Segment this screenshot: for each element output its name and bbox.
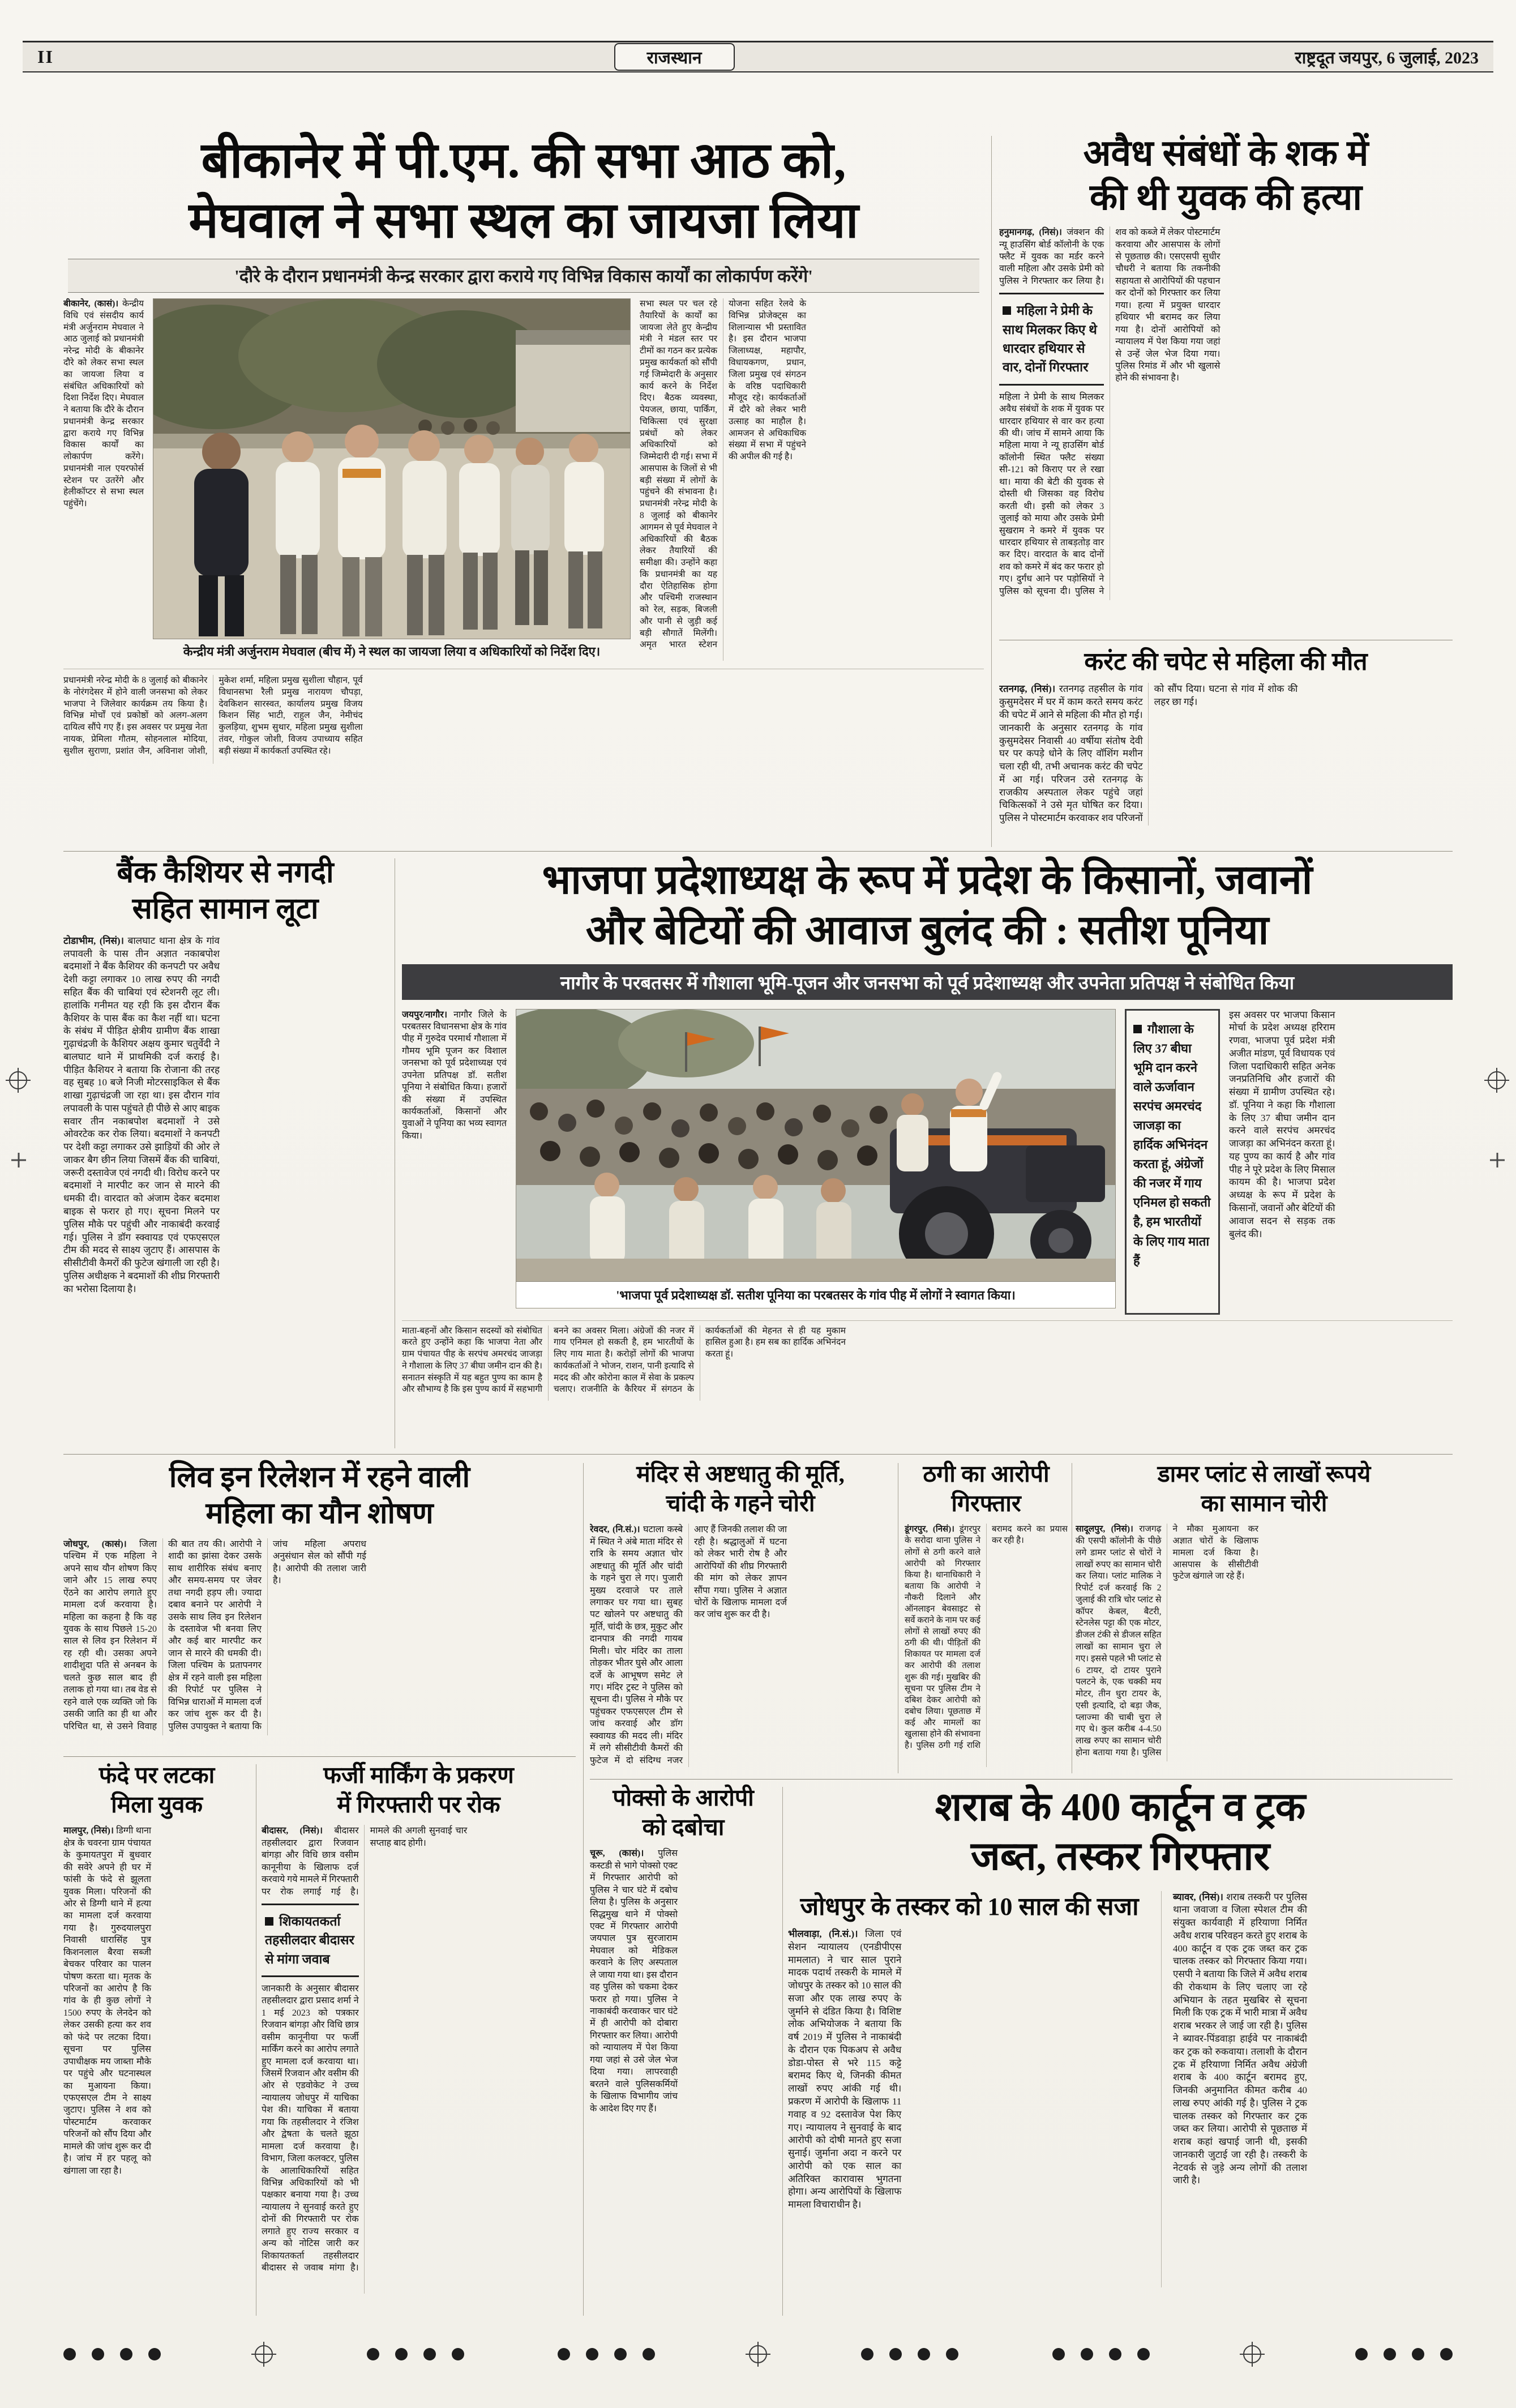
article-main-columns (640, 298, 984, 661)
footer-dot (558, 2348, 570, 2360)
article-thagi (905, 1460, 1068, 1775)
footer-dot (1081, 2348, 1093, 2360)
body-text: इस अवसर पर भाजपा किसान मोर्चा के प्रदेश अध्यक्ष हरिराम रणवा, भाजपा पूर्व प्रदेश मंत्री अजीत मांडण, पूर्व विधायक एवं जिला पदाधिकारी सहित अनेक जनप्रतिनिधि और हजारों की संख्या में ग्रामीण उपस्थित रहे। डॉ. पूनिया ने कहा कि गौशाला के लिए 37 बीघा जमीन दान करने वाले सरपंच अमरचंद जाजड़ा का अभिनंदन करता हूं। यह पुण्य का कार्य है और गांव पीह ने पूरे प्रदेश के लिए मिसाल कायम की है। भाजपा प्रदेश अध्यक्ष के रूप में प्रदेश के किसानों, जवानों और बेटियों की आवाज सदन से सड़क तक बुलंद की। (1229, 1009, 1335, 1239)
article-sharab-columns (1173, 1891, 1453, 2287)
article-headline: लिव इन रिलेशन में रहने वाली (169, 1461, 470, 1494)
crop-plus-icon (1490, 1153, 1505, 1167)
body-text: पुलिस कस्टडी से भागे पोक्सो एक्ट में गिरफ्तार आरोपी को पुलिस ने चार घंटे में दबोच लिया है। पुलिस के अनुसार सिद्धमुख थाने में पोक्सो एक्ट में गिरफ्तार आरोपी जयपाल पुत्र सुरजाराम मेघवाल को मेडिकल करवाने के लिए अस्पताल ले जाया गया था। इस दौरान वह पुलिस को चकमा देकर फरार हो गया। पुलिस ने नाकाबंदी करवाकर चार घंटे में ही आरोपी को दोबारा गिरफ्तार कर लिया। आरोपी को न्यायालय में पेश किया गया जहां से उसे जेल भेज दिया गया। लापरवाही बरतने वाले पुलिसकर्मियों के खिलाफ विभागीय जांच के आदेश दिए गए हैं। (590, 1849, 678, 2114)
divider (63, 851, 1453, 852)
body-text: राजगढ़ की एसपी कॉलोनी के पीछे लगे डामर प्लांट से चोरों ने लाखों रुपए का सामान चोरी कर लिया। प्लांट मालिक ने रिपोर्ट दर्ज करवाई कि 2 जुलाई की रात्रि चोर प्लांट से कॉपर केबल, बैटरी, स्टेनलेस पट्टा की एक मोटर, डीजल टंकी से डीजल सहित लाखों का सामान चुरा ले गए। इससे पहले भी प्लांट से 6 टायर, दो टायर पुराने पलटने के, एक चक्की मय मोटर, तीन धुरा टायर के, एसी इत्यादि, दो बड़ा जैक, प्लाज्मा की चाबी चुरा ले गए थे। कुल करीब 4-4.50 लाख रुपए का सामान चोरी होना बताया गया है। पुलिस ने मौका मुआयना कर अज्ञात चोरों के खिलाफ मामला दर्ज किया है। आसपास के सीसीटीवी फुटेज खंगाले जा रहे हैं। (1076, 1524, 1258, 1757)
article-body-row (788, 1891, 1453, 2287)
body-text: महिला ने प्रेमी के साथ मिलकर अवैध संबंधों के शक में युवक पर धारदार हथियार से वार कर हत्या की थी। जांच में सामने आया कि महिला माया ने न्यू हाउसिंग बोर्ड कॉलोनी स्थित फ्लैट संख्या सी-121 को किराए पर ले रखा था। माया की बेटी की युवक से दोस्ती थी जिसका वह विरोध करती थी। इसी को लेकर 3 जुलाई को माया और उसके प्रेमी सुखराम ने कमरे में युवक पर धारदार हथियार से ताबड़तोड़ वार कर दिए। वारदात के बाद दोनों शव को कमरे में बंद कर फरार हो गए। दुर्गंध आने पर पड़ोसियों ने पुलिस को सूचना दी। पुलिस ने शव को कब्जे में लेकर पोस्टमार्टम करवाया और आसपास के लोगों से पूछताछ की। एसएसपी सुधीर चौधरी ने बताया कि तकनीकी सहायता से आरोपियों की पहचान कर दोनों को गिरफ्तार कर लिया गया। हत्या में प्रयुक्त धारदार हथियार भी बरामद कर लिया गया है। दोनों आरोपियों को न्यायालय में पेश किया गया जहां से उन्हें जेल भेज दिया गया। पुलिस रिमांड में और भी खुलासे होने की संभावना है। (999, 228, 1220, 596)
divider (63, 1454, 1453, 1455)
footer-dot (395, 2348, 408, 2360)
footer-dot (889, 2348, 902, 2360)
dateline: हनुमानगढ़, (निसं)। (999, 228, 1062, 238)
article-headline: भाजपा प्रदेशाध्यक्ष के रूप में प्रदेश के किसानों, जवानों (542, 857, 1313, 903)
article-body (999, 226, 1453, 600)
footer-dot (1355, 2348, 1368, 2360)
article-murder (999, 131, 1453, 634)
dateline: सादूलपुर, (निसं)। (1076, 1524, 1133, 1534)
dateline: बीदासर, (निसं)। (262, 1826, 323, 1836)
article-headline: सहित सामान लूटा (132, 893, 319, 926)
article-body (63, 1825, 250, 2305)
dateline: रेवदर, (नि.सं.)। (590, 1525, 640, 1535)
article-headline: जब्त, तस्कर गिरफ्तार (970, 1834, 1270, 1879)
article-headline: चांदी के गहने चोरी (666, 1490, 815, 1516)
article-subhead: 'दौरे के दौरान प्रधानमंत्री केन्द्र सरकार द्वारा कराये गए विभिन्न विकास कार्यों का लोकार्पण करेंगे' (68, 259, 979, 293)
article-headline: बीकानेर में पी.एम. की सभा आठ को, (201, 134, 846, 189)
square-bullet-icon (1133, 1025, 1142, 1033)
footer-dot (946, 2348, 958, 2360)
dateline: मालपुर, (निसं)। (63, 1826, 114, 1836)
page-number: II (37, 46, 54, 67)
article-lead-column (63, 298, 144, 661)
article-body (905, 1524, 1068, 1767)
body-text: रतनगढ़ तहसील के गांव कुसुमदेसर में घर में काम करते समय करंट की चपेट में आने से महिला की मौत हो गई। जानकारी के अनुसार रतनगढ़ के गांव कुसुमदेसर निवासी 40 वर्षीया संतोष देवी घर पर कपड़े धोने के लिए वॉशिंग मशीन चला रही थी, तभी अचानक करंट की चपेट में आ गई। परिजन उसे रतनगढ़ के राजकीय अस्पताल लेकर पहुंचे जहां चिकित्सकों ने उसे मृत घोषित कर दिया। पुलिस ने पोस्टमार्टम करवाकर शव परिजनों को सौंप दिया। घटना से गांव में शोक की लहर छा गई। (999, 683, 1298, 824)
punia-photo-illustration (516, 1010, 1115, 1281)
highlight-text: शिकायतकर्ता तहसीलदार बीदासर से मांगा जवाब (265, 1914, 354, 1966)
article-body (1076, 1524, 1453, 1761)
footer-dot (1440, 2348, 1453, 2360)
article-headline: मंदिर से अष्टधातु की मूर्ति, (636, 1461, 845, 1487)
registration-mark-icon (749, 2345, 767, 2363)
article-body (63, 1538, 576, 1735)
body-text: बालघाट थाना क्षेत्र के गांव लपावली के पास तीन अज्ञात नकाबपोश बदमाशों ने बैंक कैशियर की कनपटी पर अवैध देशी कट्टा लगाकर 10 लाख रुपए की नगदी सहित बैंक की चाबियां एवं स्टेशनरी लूट ली। हालांकि गनीमत यह रही कि इस दौरान बैंक कैशियर के पास बैंक का कैश नहीं था। घटना के संबंध में पीड़ित क्षेत्रीय ग्रामीण बैंक शाखा गुढ़ाचंद्रजी के कैशियर अक्षय कुमार चतुर्वेदी ने बालघाट थाने में प्राथमिकी दर्ज कराई है। पीड़ित कैशियर ने बताया कि रोजाना की तरह वह सुबह 10 बजे निजी मोटरसाइकिल से बैंक शाखा गुढ़ाचंद्रजी जा रहा था। इस दौरान गांव लपावली के पास पहुंचते ही पीछे से आए बाइक सवार तीन नकाबपोश बदमाशों ने उसे ओवरटेक कर रोक लिया। बदमाशों ने कनपटी पर देशी कट्टा लगाकर उसे झाड़ियों की ओर ले जाकर बैग छीन लिया जिसमें बैंक की चाबियां, जरूरी दस्तावेज एवं नगदी थी। विरोध करने पर बदमाशों ने मारपीट कर जान से मारने की धमकी दी। वारदात को अंजाम देकर बदमाश बाइक से फरार हो गए। सूचना मिलने पर पुलिस मौके पर पहुंची और नाकाबंदी करवाई गई। पुलिस ने डॉग स्क्वायड एवं एफएसएल टीम की मदद से साक्ष्य जुटाए हैं। आसपास के सीसीटीवी कैमरों की फुटेज खंगाली जा रही है। पुलिस अधीक्षक ने बदमाशों की शीघ्र गिरफ्तारी का भरोसा दिलाया है। (63, 935, 220, 1294)
footer-dot (92, 2348, 104, 2360)
divider (782, 1787, 783, 2316)
footer-dots-group (1052, 2348, 1150, 2360)
article-body-row (402, 1009, 1453, 1315)
dateline: डूंगरपुर, (निसं)। (905, 1525, 954, 1534)
footer-dots-group (861, 2348, 958, 2360)
article-headline: गिरफ्तार (951, 1490, 1021, 1516)
article-headline: फर्जी मार्किंग के प्रकरण (323, 1762, 514, 1788)
article-body (999, 683, 1453, 826)
footer-dot (614, 2348, 627, 2360)
footer-dot (643, 2348, 655, 2360)
body-text: घटाला कस्बे में स्थित ने अंबे माता मंदिर से रात्रि के समय अज्ञात चोर अष्टधातु की मूर्ति और चांदी के गहने चुरा ले गए। पुजारी मुख्य दरवाजे पर ताले लगाकर घर गया था। सुबह पट खोलने पर अष्टधातु की मूर्ति, चांदी के छत्र, मुकुट और दानपात्र की नगदी गायब मिली। चोर मंदिर का ताला तोड़कर भीतर घुसे और आला दर्जे के आभूषण समेट ले गए। मंदिर ट्रस्ट ने पुलिस को सूचना दी। पुलिस ने मौके पर पहुंचकर एफएसएल टीम से जांच करवाई और डॉग स्क्वायड की मदद ली। मंदिर में लगे सीसीटीवी कैमरों की फुटेज में दो संदिग्ध नजर आए हैं जिनकी तलाश की जा रही है। श्रद्धालुओं में घटना को लेकर भारी रोष है और आरोपियों की शीघ्र गिरफ्तारी की मांग को लेकर ज्ञापन सौंपा गया। पुलिस ने अज्ञात चोरों के खिलाफ मामला दर्ज कर जांच शुरू कर दी है। (590, 1525, 787, 1765)
dateline: रतनगढ़, (निसं)। (999, 683, 1056, 695)
highlight-box (262, 1904, 359, 1977)
article-headline: मेघवाल ने सभा स्थल का जायजा लिया (189, 193, 859, 249)
article-headline: में गिरफ्तारी पर रोक (337, 1791, 500, 1817)
registration-mark-icon (1243, 2345, 1261, 2363)
footer-dot (918, 2348, 930, 2360)
dateline: जयपुर/नागौर। (402, 1010, 448, 1020)
article-headline: मिला युवक (111, 1791, 203, 1817)
footer-dot (1412, 2348, 1424, 2360)
registration-mark-icon (255, 2345, 273, 2363)
article-headline: अवैध संबंधों के शक में (1083, 133, 1369, 173)
article-strap: नागौर के परबतसर में गौशाला भूमि-पूजन और जनसभा को पूर्व प्रदेशाध्यक्ष और उपनेता प्रतिपक्ष ने संबोधित किया (402, 964, 1453, 1000)
dateline: टोडाभीम, (निसं)। (63, 935, 124, 946)
divider (583, 1463, 584, 2316)
article-headline: पोक्सो के आरोपी (613, 1785, 754, 1811)
footer-dot (423, 2348, 436, 2360)
article-body-row (63, 298, 984, 661)
article-lead-column (402, 1009, 507, 1315)
article-sharab (788, 1783, 1453, 2317)
pm-photo-illustration (153, 299, 630, 639)
registration-mark-icon (1488, 1071, 1506, 1089)
divider (63, 1756, 576, 1757)
article-bank-loot (63, 855, 387, 1448)
article-body (1173, 1891, 1453, 2287)
footer-dot (367, 2348, 379, 2360)
body-text: डिग्गी थाना क्षेत्र के चवरना ग्राम पंचायत के कुमायतपुरा में बुधवार की सवेरे अपने ही घर में फांसी के फंदे से झूलता युवक मिला। परिजनों की ओर से डिग्गी थाने में हत्या का मामला दर्ज करवाया गया है। गुरुदयालपुरा निवासी धारासिंह पुत्र किशनलाल बैरवा सब्जी बेचकर परिवार का पालन पोषण करता था। मृतक के परिजनों का आरोप है कि गांव के ही कुछ लोगों ने 1500 रुपए के लेनदेन को लेकर उसकी हत्या कर शव को फंदे पर लटका दिया। सूचना पर पुलिस उपाधीक्षक मय जाब्ता मौके पर पहुंचे और घटनास्थल का मुआयना किया। एफएसएल टीम ने साक्ष्य जुटाए। पुलिस ने शव को पोस्टमार्टम करवाकर परिजनों को सौंप दिया और मामले की जांच शुरू कर दी है। जांच में हर पहलू को खंगाला जा रहा है। (63, 1826, 151, 2176)
footer-dot (1052, 2348, 1065, 2360)
punia-photo-caption: 'भाजपा पूर्व प्रदेशाध्यक्ष डॉ. सतीश पूनिया का परबतसर के गांव पीह में लोगों ने स्वागत किया। (516, 1282, 1116, 1308)
article-body (788, 1928, 1151, 2279)
article-pokso (590, 1783, 777, 2317)
footer-dot (63, 2348, 76, 2360)
masthead (23, 41, 1493, 72)
pm-photo (153, 298, 631, 639)
body-text: शराब तस्करी पर पुलिस थाना जवाजा व जिला स्पेशल टीम की संयुक्त कार्यवाही में हरियाणा निर्मित अवैध शराब परिवहन करते हुए शराब के 400 कार्टून व एक ट्रक जब्त कर ट्रक चालक तस्कर को गिरफ्तार किया गया। एसपी ने बताया कि जिले में अवैध शराब की रोकथाम के लिए चलाए जा रहे अभियान के तहत मुखबिर से सूचना मिली कि एक ट्रक में भारी मात्रा में अवैध शराब भरकर ले जाई जा रही है। पुलिस ने ब्यावर-पिंडवाड़ा हाईवे पर नाकाबंदी कर ट्रक को रुकवाया। तलाशी के दौरान ट्रक में हरियाणा निर्मित अवैध अंग्रेजी शराब के 400 कार्टून बरामद हुए, जिनकी अनुमानित कीमत करीब 40 लाख रुपए आंकी गई है। पुलिस ने ट्रक चालक तस्कर को गिरफ्तार कर ट्रक जब्त कर लिया। आरोपी से पूछताछ में शराब कहां खपाई जानी थी, इसकी जानकारी जुटाई जा रही है। तस्करी के नेटवर्क से जुड़े अन्य लोगों की तलाश जारी है। (1173, 1891, 1307, 2186)
punia-quote-box (1125, 1009, 1220, 1315)
article-headline: करंट की चपेट से महिला की मौत (1084, 648, 1368, 675)
footer-dot (586, 2348, 598, 2360)
quote-text: गौशाला के लिए 37 बीघा भूमि दान करने वाले ऊर्जावान सरपंच अमरचंद जाजड़ा का हार्दिक अभिनंदन करता हूं, अंग्रेजों की नजर में गाय एनिमल हो सकती है, हम भारतीयों के लिए गाय माता हैं (1133, 1021, 1211, 1268)
divider (991, 136, 992, 847)
dateline: जोधपुर, (कासं)। (63, 1539, 127, 1549)
square-bullet-icon (1003, 306, 1011, 315)
masthead-date: राष्ट्रदूत जयपुर, 6 जुलाई, 2023 (1295, 49, 1479, 67)
punia-photo-wrap (516, 1009, 1116, 1315)
article-headline: बैंक कैशियर से नगदी (117, 857, 334, 889)
article-extra-columns (402, 1320, 1453, 1401)
footer-dot (1137, 2348, 1150, 2360)
article-headline: जोधपुर के तस्कर को 10 साल की सजा (800, 1892, 1139, 1921)
dateline: बीकानेर, (कासं)। (63, 299, 119, 309)
edition-label: राजस्थान (614, 43, 735, 71)
article-headline: और बेटियों की आवाज बुलंद की : सतीश पूनिया (585, 908, 1269, 953)
footer-dot (861, 2348, 873, 2360)
dateline: भीलवाड़ा, (नि.सं.)। (788, 1928, 858, 1940)
crop-plus-icon (11, 1153, 26, 1167)
body-text: नागौर जिले के परबतसर विधानसभा क्षेत्र के गांव पीह में गुरुदेव परमार्थ गौशाला में गौमय भूमि पूजन कर विशाल जनसभा को पूर्व प्रदेशाध्यक्ष एवं उपनेता प्रतिपक्ष डॉ. सतीश पूनिया ने संबोधित किया। हजारों की संख्या में उपस्थित कार्यकर्ताओं, किसानों और युवाओं ने पूनिया का भव्य स्वागत किया। (402, 1010, 507, 1141)
pm-photo-caption: केन्द्रीय मंत्री अर्जुनराम मेघवाल (बीच में) ने स्थल का जायजा लिया व अधिकारियों को निर्देश दिए। (183, 644, 601, 659)
footer-dots-group (1355, 2348, 1453, 2360)
article-headline: शराब के 400 कार्टून व ट्रक (935, 1786, 1306, 1829)
square-bullet-icon (265, 1917, 273, 1926)
body-text: जानकारी के अनुसार बीदासर तहसीलदार द्वारा प्रसाद शर्मा ने 1 मई 2023 को पत्रकार रिजवान बांगड़ा और विधि छात्र वसीम कानूनीया पर फर्जी मार्किंग करने का आरोप लगाते हुए मामला दर्ज करवाया था। जिसमें रिजवान और वसीम की ओर से एडवोकेट ने उच्च न्यायालय जोधपुर में याचिका पेश की। याचिका में बताया गया कि तहसीलदार ने रंजिश और द्वेषता के चलते झूठा मामला दर्ज करवाया है। विभाग, जिला कलक्टर, पुलिस के आलाधिकारियों सहित विभिन्न अधिकारियों को भी पक्षकार बनाया गया है। उच्च न्यायालय ने सुनवाई करते हुए दोनों की गिरफ्तारी पर रोक लगाते हुए राज्य सरकार व अन्य को नोटिस जारी कर शिकायतकर्ता तहसीलदार बीदासर से जवाब मांगा है। मामले की अगली सुनवाई चार सप्ताह बाद होगी। (262, 1826, 468, 2273)
footer-dot (452, 2348, 464, 2360)
highlight-box (999, 293, 1104, 385)
body-text: बीदासर तहसीलदार द्वारा रिजवान बांगड़ा और विधि छात्र वसीम कानूनीया के खिलाफ दर्ज करवाये गये मामले में गिरफ्तारी पर रोक लगाई गई है। (262, 1826, 359, 1897)
body-text: डूंगरपुर के सरोदा थाना पुलिस ने लोगों से ठगी करने वाले आरोपी को गिरफ्तार किया है। थानाधिकारी ने बताया कि आरोपी ने नौकरी दिलाने और ऑनलाइन बेवसाइट से सर्वे कराने के नाम पर कई लोगों से लाखों रुपए की ठगी की थी। पीड़ितों की शिकायत पर मामला दर्ज कर आरोपी की तलाश शुरू की गई। मुखबिर की सूचना पर पुलिस टीम ने दबिश देकर आरोपी को दबोच लिया। पूछताछ में कई और मामलों का खुलासा होने की संभावना है। पुलिस ठगी गई राशि बरामद करने का प्रयास कर रही है। (905, 1525, 1068, 1751)
article-current-death (999, 640, 1453, 847)
divider (590, 1779, 1453, 1780)
article-main-columns (1229, 1009, 1453, 1315)
body-text: जिला एवं सेशन न्यायालय (एनडीपीएस मामलात) ने चार साल पुराने मादक पदार्थ तस्करी के मामले में जोधपुर के तस्कर को 10 साल की सजा और एक लाख रुपए के जुर्माने से दंडित किया है। विशिष्ट लोक अभियोजक ने बताया कि वर्ष 2019 में पुलिस ने नाकाबंदी के दौरान एक पिकअप से अवैध डोडा-पोस्त से भरे 115 कट्टे बरामद किए थे, जिनकी कीमत लाखों रुपए आंकी गई थी। प्रकरण में आरोपी के खिलाफ 11 गवाह व 92 दस्तावेज पेश किए गए। न्यायालय ने सुनवाई के बाद आरोपी को दोषी मानते हुए सजा सुनाई। जुर्माना अदा न करने पर आरोपी को एक साल का अतिरिक्त कारावास भुगतना होगा। अन्य आरोपियों के खिलाफ मामला विचाराधीन है। (788, 1928, 902, 2210)
article-headline: का सामान चोरी (1201, 1490, 1327, 1516)
article-damar-theft (1076, 1460, 1453, 1775)
article-headline: फंदे पर लटका (99, 1762, 215, 1788)
body-text: जिला पश्चिम में एक महिला ने अपने साथ यौन शोषण किए जाने और 15 लाख रुपए ऐंठने का आरोप लगाते हुए मामला दर्ज करवाया है। महिला का कहना है कि वह युवक के साथ पिछले 15-20 साल से लिव इन रिलेशन में रह रही थी। उसका अपने शादीशुदा पति से अनबन के चलते कुछ साल बाद ही तलाक हो गया था। तब वेड से रहने वाले एक व्यक्ति जो कि उसकी जाति का ही था और परिचित था, से उसने विवाह की बात तय की। आरोपी ने शादी का झांसा देकर उसके साथ शारीरिक संबंध बनाए और समय-समय पर जेवर तथा नगदी हड़प ली। ज्यादा दबाव बनाने पर आरोपी ने उसके साथ लिव इन रिलेशन के दस्तावेज भी बनवा लिए और कई बार मारपीट कर जान से मारने की धमकी दी। जिला पश्चिम के प्रतापनगर क्षेत्र में रहने वाली इस महिला की रिपोर्ट पर पुलिस ने विभिन्न धाराओं में मामला दर्ज कर जांच शुरू कर दी है। पुलिस उपायुक्त ने बताया कि जांच महिला अपराध अनुसंधान सेल को सौंपी गई है। आरोपी की तलाश जारी है। (63, 1539, 366, 1731)
dateline: ब्यावर, (निसं)। (1173, 1891, 1223, 1902)
article-farzi-marking (262, 1761, 576, 2317)
article-body (262, 1825, 576, 2294)
dateline: चूरू, (कासं)। (590, 1849, 644, 1859)
body-text: जंक्शन की न्यू हाउसिंग बोर्ड कॉलोनी के एक फ्लैट में युवक का मर्डर करने वाली महिला और उसके प्रेमी को पुलिस ने गिरफ्तार कर लिया है। (999, 228, 1104, 286)
footer-dots-group (367, 2348, 464, 2360)
registration-mark-icon (9, 1071, 27, 1089)
body-text: प्रधानमंत्री नरेन्द्र मोदी के 8 जुलाई को बीकानेर के नोरंगदेसर में होने वाली जनसभा को लेकर भाजपा ने जिलेवार कार्यक्रम तय किया है। विभिन्न मोर्चों एवं प्रकोष्ठों को अलग-अलग दायित्व सौंपे गए हैं। इस अवसर पर प्रमुख नेता नायक, प्रेमिला गौतम, सोहनलाल मोदिया, सुशील सुराणा, प्रशांत जैन, अविनाश जोशी, मुकेश शर्मा, महिला प्रमुख सुशीला चौहान, पूर्व विधानसभा रैली प्रमुख नारायण चौपड़ा, देवकिशन सारस्वत, कार्यालय प्रमुख विजय किशन सिंह भाटी, राहुल जैन, नेमीचंद कुलड़िया, शुभम सुथार, महिला प्रमुख सुशीला तंवर, गोकुल जोशी, विजय उपाध्याय सहित बड़ी संख्या में कार्यकर्ता उपस्थित रहे। (63, 675, 363, 756)
footer-dot (1109, 2348, 1121, 2360)
footer-dot (1384, 2348, 1396, 2360)
article-headline: डामर प्लांट से लाखों रूपये (1157, 1461, 1371, 1487)
pm-photo-wrap (153, 298, 631, 661)
body-text: माता-बहनों और किसान सदस्यों को संबोधित करते हुए उन्होंने कहा कि भाजपा नेता और ग्राम पंचायत पीह के सरपंच अमरचंद जाजड़ा ने गौशाला के लिए 37 बीघा जमीन दान की है। सनातन संस्कृति में यह बहुत पुण्य का काम है और सौभाग्य है कि इस पुण्य कार्य में सहभागी बनने का अवसर मिला। अंग्रेजों की नजर में गाय एनिमल हो सकती है, हम भारतीयों के लिए गाय माता है। करोड़ों लोगों की भाजपा कार्यकर्ताओं ने भोजन, राशन, पानी इत्यादि से मदद की और कोरोना काल में सेवा के प्रकल्प चलाए। राजनीति के कैरियर में संगठन के कार्यकर्ताओं की मेहनत से ही यह मुकाम हासिल हुआ है। हम सब का हार्दिक अभिनंदन करता हूं। (402, 1325, 846, 1395)
article-pm-sabha (63, 131, 984, 849)
article-fande (63, 1761, 250, 2317)
article-headline: को दबोचा (642, 1814, 725, 1840)
article-extra-columns (63, 669, 984, 764)
article-body (63, 935, 387, 1433)
footer-dot (148, 2348, 161, 2360)
footer-dot (120, 2348, 132, 2360)
footer-dots-group (63, 2348, 161, 2360)
article-mandir-theft (590, 1460, 891, 1775)
article-body (590, 1847, 777, 2294)
article-punia (402, 855, 1453, 1448)
punia-photo (516, 1009, 1116, 1282)
footer-dots-group (558, 2348, 655, 2360)
article-headline: की थी युवक की हत्या (1089, 177, 1363, 218)
article-headline: ठगी का आरोपी (923, 1461, 1050, 1487)
article-jodhpur (788, 1891, 1162, 2287)
article-livin (63, 1460, 576, 1750)
footer-registration-row (63, 2343, 1453, 2366)
body-text: सभा स्थल पर चल रहे तैयारियों के कार्यों का जायजा लेते हुए केन्द्रीय मंत्री ने मंडल स्तर पर टीमों का गठन कर प्रत्येक प्रमुख कार्यकर्ता को सौंपी गई जिम्मेदारी के अनुसार कार्य करने के निर्देश दिए। बैठक व्यवस्था, पेयजल, छाया, पार्किंग, चिकित्सा एवं सुरक्षा प्रबंधों को लेकर अधिकारियों को जिम्मेदारी दी गई। सभा में आसपास के जिलों से भी बड़ी संख्या में लोगों के पहुंचने की संभावना है। प्रधानमंत्री नरेन्द्र मोदी के 8 जुलाई को बीकानेर आगमन से पूर्व मेघवाल ने अधिकारियों की बैठक लेकर तैयारियों की समीक्षा की। उन्होंने कहा कि प्रधानमंत्री का यह दौरा ऐतिहासिक होगा और पश्चिमी राजस्थान को रेल, सड़क, बिजली और पानी से जुड़ी कई बड़ी सौगातें मिलेंगी। अमृत भारत स्टेशन योजना सहित रेलवे के विभिन्न प्रोजेक्ट्स का शिलान्यास भी प्रस्तावित है। इस दौरान भाजपा जिलाध्यक्ष, महापौर, विधायकगण, प्रधान, जिला प्रमुख एवं संगठन के वरिष्ठ पदाधिकारी मौजूद रहे। कार्यकर्ताओं में दौरे को लेकर भारी उत्साह का माहौल है। आमजन से अधिकाधिक संख्या में सभा में पहुंचने की अपील की गई है। (640, 299, 806, 650)
article-headline: महिला का यौन शोषण (205, 1498, 434, 1530)
body-text: केन्द्रीय विधि एवं संसदीय कार्य मंत्री अर्जुनराम मेघवाल ने आठ जुलाई को प्रधानमंत्री नरेन्द्र मोदी के बीकानेर दौरे को लेकर सभा स्थल का जायजा लिया व संबंधित अधिकारियों को दिशा निर्देश दिए। मेघवाल ने बताया कि दौरे के दौरान प्रधानमंत्री केन्द्र सरकार द्वारा कराये गए विभिन्न विकास कार्यों का लोकार्पण करेंगे। प्रधानमंत्री नाल एयरफोर्स स्टेशन पर उतरेंगे और हेलीकॉप्टर से सभा स्थल पहुंचेंगे। (63, 299, 144, 509)
highlight-text: महिला ने प्रेमी के साथ मिलकर किए थे धारदार हथियार से वार, दोनों गिरफ्तार (1003, 303, 1097, 375)
article-body (590, 1524, 891, 1767)
